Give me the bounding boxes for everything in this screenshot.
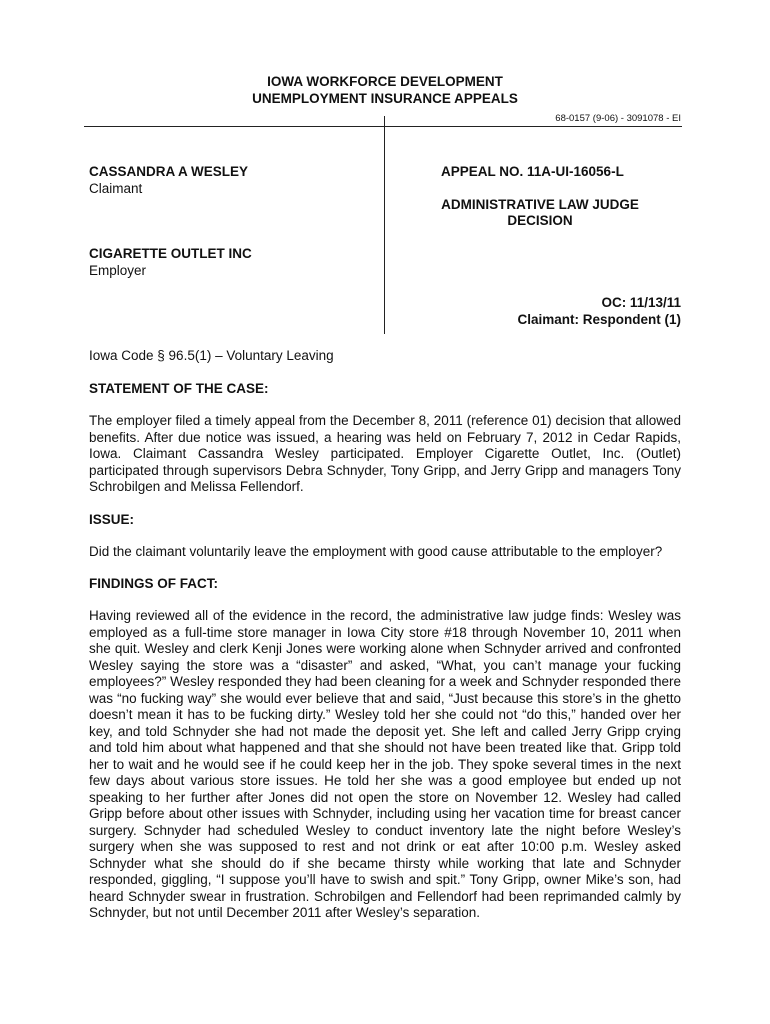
employer-label: Employer	[89, 263, 147, 278]
appeal-number: APPEAL NO. 11A-UI-16056-L	[441, 164, 624, 179]
form-number: 68-0157 (9-06) - 3091078 - EI	[555, 113, 681, 124]
decision-title-line2: DECISION	[507, 213, 573, 228]
oc-date: OC: 11/13/11	[601, 295, 681, 310]
agency-title: IOWA WORKFORCE DEVELOPMENT	[267, 74, 503, 89]
issue-paragraph: Did the claimant voluntarily leave the employment with good cause attributable to the employer?	[89, 544, 663, 559]
division-title: UNEMPLOYMENT INSURANCE APPEALS	[252, 91, 518, 106]
findings-paragraph: Having reviewed all of the evidence in the record, the administrative law judge finds: Wesley was employed as a full-time store manager in Iowa City store #18 through November 10, 2011 when she quit. Wesley and clerk Kenji Jones were working alone when Schnyder arrived and confronted Wesley saying the store was a “disaster” and asked, “What, you can’t manage your fucking employees?” Wesley responded they had been cleaning for a week and Schnyder responded there was “no fucking way” she would ever believe that and said, “Just because this store’s in the ghetto doesn’t mean it has to be fucking dirty.” Wesley told her she could not “do this,” handed over her key, and told Schnyder she had not made the deposit yet. She left and called Jerry Gripp crying and told him about what happened and that she should not have been treated like that. Gripp told her to wait and he would see if he could keep her in the job. They spoke several times in the next few days about various store issues. He told her she was a good employee but ended up not speaking to her further after Jones did not open the store on November 12. Wesley had called Gripp before about other issues with Schnyder, including using her vacation time for breast cancer surgery. Schnyder had scheduled Wesley to conduct inventory late the night before Wesley’s surgery when she was supposed to rest and not drink or eat after 10:00 p.m. Wesley asked Schnyder what she should do if she became thirsty while working that late and Schnyder responded, giggling, “I suppose you’ll have to swish and spit.” Tony Gripp, owner Mike’s son, had heard Schnyder swear in frustration. Schrobilgen and Fellendorf had been reprimanded calmly by Schnyder, but not until December 2011 after Wesley’s separation.	[89, 608, 681, 920]
header-divider	[84, 126, 682, 127]
statement-paragraph: The employer filed a timely appeal from the December 8, 2011 (reference 01) decision that allowed benefits. After due notice was issued, a hearing was held on February 7, 2012 in Cedar Rapids, Iowa. Claimant Cassandra Wesley participated. Employer Cigarette Outlet, Inc. (Outlet) participated through supervisors Debra Schnyder, Tony Gripp, and Jerry Gripp and managers Tony Schrobilgen and Melissa Fellendorf.	[89, 413, 681, 494]
decision-title-line1: ADMINISTRATIVE LAW JUDGE	[441, 197, 639, 212]
findings-heading: FINDINGS OF FACT:	[89, 576, 218, 591]
statement-heading: STATEMENT OF THE CASE:	[89, 381, 269, 396]
employer-name: CIGARETTE OUTLET INC	[89, 246, 252, 261]
code-citation: Iowa Code § 96.5(1) – Voluntary Leaving	[89, 348, 334, 363]
issue-heading: ISSUE:	[89, 512, 135, 527]
column-divider	[384, 116, 385, 334]
claimant-name: CASSANDRA A WESLEY	[89, 164, 249, 179]
claimant-status: Claimant: Respondent (1)	[517, 312, 681, 327]
claimant-label: Claimant	[89, 181, 143, 196]
